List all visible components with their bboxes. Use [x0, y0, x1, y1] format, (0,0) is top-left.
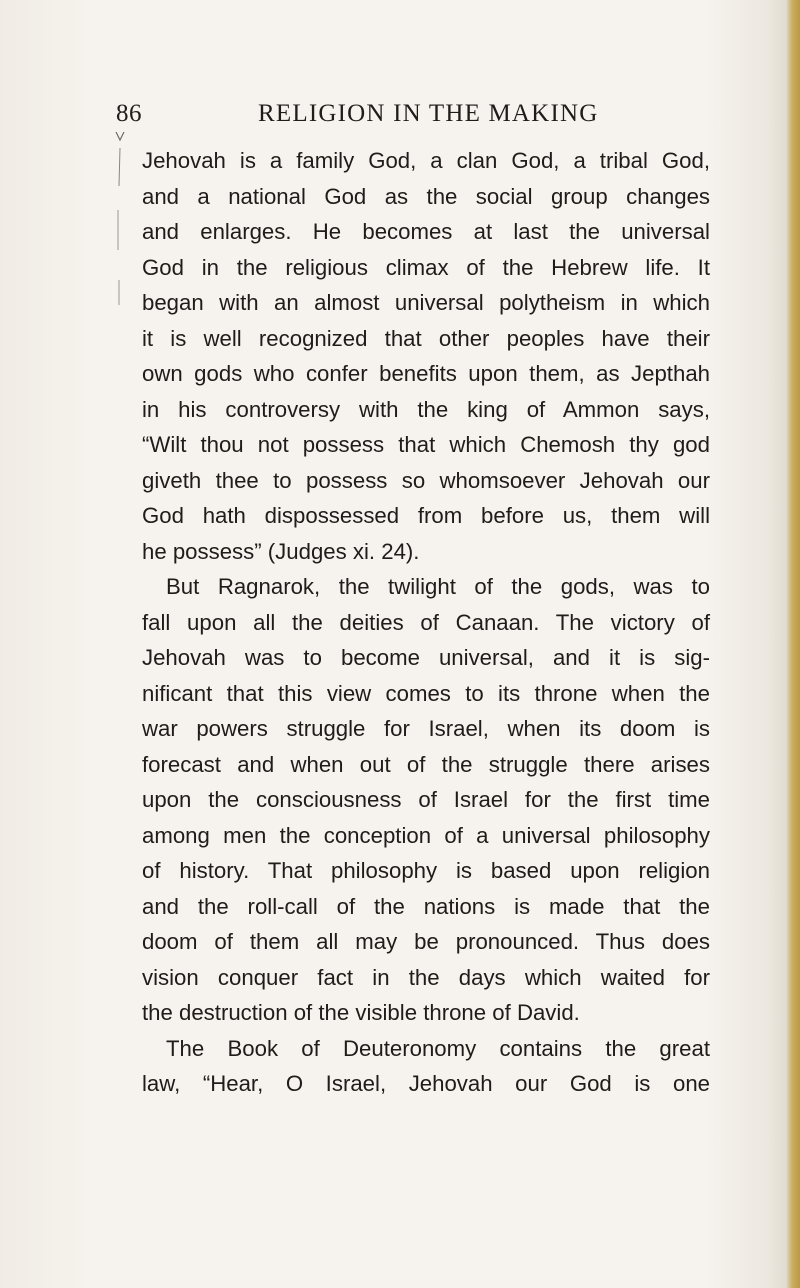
- text-line: fall upon all the deities of Canaan. The victory of: [142, 609, 710, 635]
- text-line: and enlarges. He becomes at last the universal: [142, 219, 710, 244]
- text-line: The Book of Deuteronomy contains the great: [166, 1035, 710, 1061]
- text-line: But Ragnarok, the twilight of the gods, was to: [166, 574, 710, 599]
- page-edge: [786, 0, 800, 1288]
- running-head: RELIGION IN THE MAKING: [258, 100, 599, 127]
- text-line: in his controversy with the king of Ammon says,: [142, 396, 710, 422]
- text-line: doom of them all may be pronounced. Thus does: [142, 929, 710, 954]
- text-line: war powers struggle for Israel, when its doom is: [142, 716, 710, 741]
- text-line: among men the conception of a universal philosophy: [142, 822, 710, 848]
- text-line: and a national God as the social group changes: [142, 183, 710, 209]
- text-line: Jehovah was to become universal, and it is sig-: [142, 645, 710, 670]
- text-line: Jehovah is a family God, a clan God, a tribal God,: [142, 148, 710, 173]
- text-line: giveth thee to possess so whomsoever Jehovah our: [142, 467, 710, 493]
- text-line: and the roll-call of the nations is made that the: [142, 893, 710, 919]
- text-line: God hath dispossessed from before us, them will: [142, 503, 710, 528]
- text-line: the destruction of the visible throne of David.: [142, 1000, 580, 1025]
- text-line: began with an almost universal polytheism in which: [142, 290, 710, 315]
- page-header: [116, 100, 716, 134]
- page-margin-marks: [112, 130, 126, 390]
- text-line: own gods who confer benefits upon them, as Jepthah: [142, 361, 710, 386]
- text-line: nificant that this view comes to its throne when the: [142, 680, 710, 706]
- page-number: 86: [116, 100, 142, 127]
- text-line: God in the religious climax of the Hebrew life. It: [142, 254, 710, 280]
- text-line: he possess” (Judges xi. 24).: [142, 538, 420, 564]
- text-line: forecast and when out of the struggle there arises: [142, 751, 710, 777]
- text-line: vision conquer fact in the days which waited for: [142, 964, 710, 990]
- body-text: [142, 143, 710, 1102]
- text-line: “Wilt thou not possess that which Chemosh thy god: [142, 432, 710, 457]
- text-line: law, “Hear, O Israel, Jehovah our God is one: [142, 1071, 710, 1096]
- text-line: upon the consciousness of Israel for the first time: [142, 787, 710, 812]
- text-line: of history. That philosophy is based upon religion: [142, 858, 710, 883]
- text-line: it is well recognized that other peoples have their: [142, 325, 710, 351]
